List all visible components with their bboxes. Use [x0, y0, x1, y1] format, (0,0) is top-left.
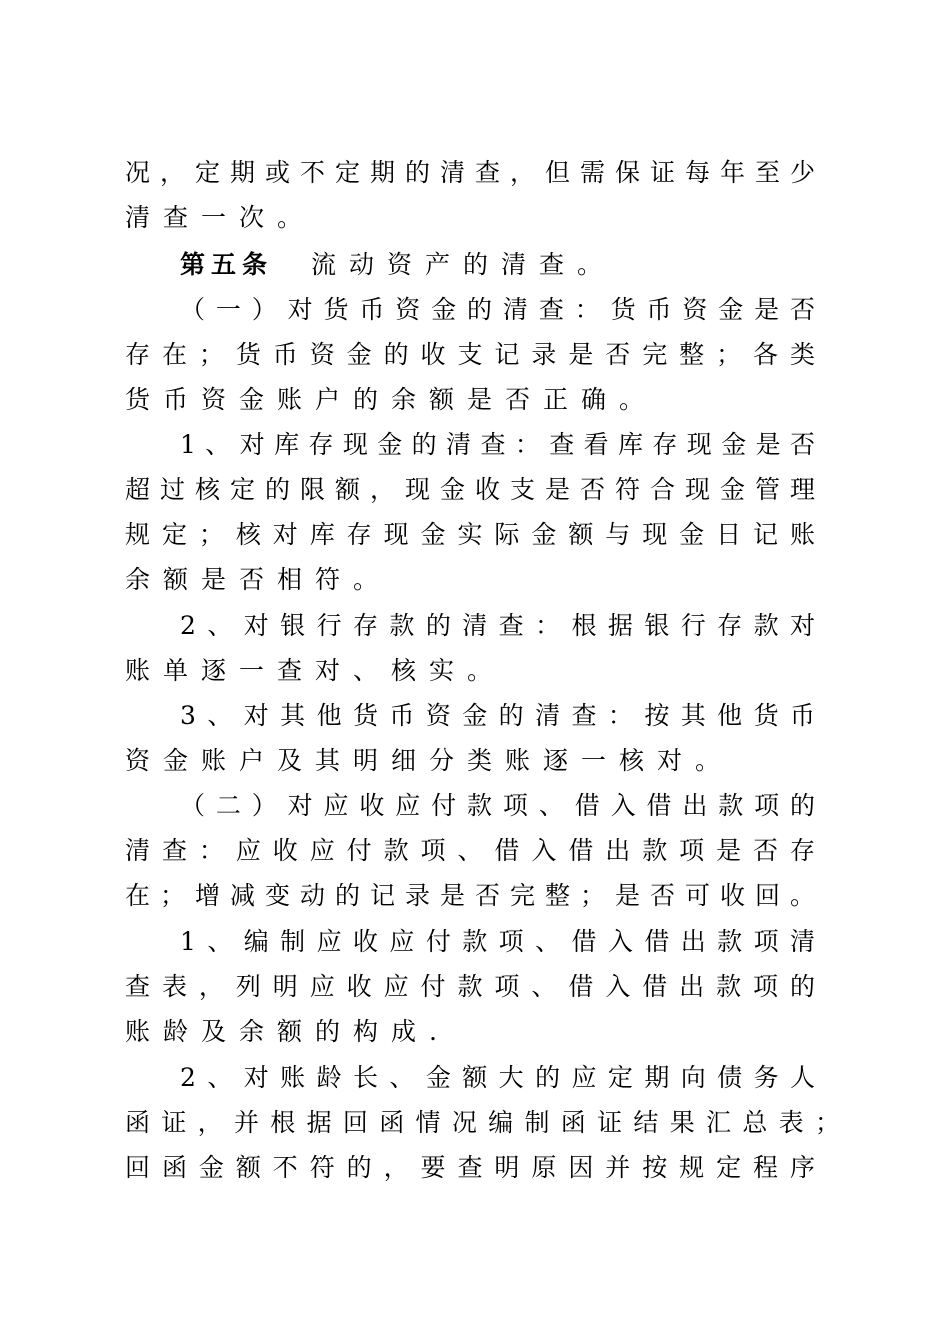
text-line: 清查一次。: [125, 203, 316, 232]
text-line: 1、编制应收应付款项、借入借出款项清: [180, 927, 815, 956]
text-line: 资金账户及其明细分类账逐一核对。: [125, 746, 734, 775]
text-line: （一）对货币资金的清查：货币资金是否: [180, 295, 815, 324]
text-line: 货币资金账户的余额是否正确。: [125, 385, 658, 414]
text-line: 账单逐一查对、核实。: [125, 656, 506, 685]
text-line: 回函金额不符的，要查明原因并按规定程序: [125, 1153, 815, 1182]
text-line: 规定；核对库存现金实际金额与现金日记账: [125, 520, 815, 549]
article-title: 流动资产的清查。: [311, 250, 616, 279]
text-line: 2、对账龄长、金额大的应定期向债务人: [180, 1063, 815, 1092]
text-line: 2、对银行存款的清查：根据银行存款对: [180, 611, 815, 640]
text-line: 3、对其他货币资金的清查：按其他货币: [180, 701, 815, 730]
text-line: 查表，列明应收应付款项、借入借出款项的: [125, 972, 815, 1001]
text-line: 1、对库存现金的清查：查看库存现金是否: [180, 430, 815, 459]
article-label: 第五条: [180, 250, 274, 279]
text-line: 超过核定的限额，现金收支是否符合现金管理: [125, 475, 815, 504]
text-line: 余额是否相符。: [125, 565, 392, 594]
text-line: 函证，并根据回函情况编制函证结果汇总表；: [125, 1108, 840, 1137]
text-line: （二）对应收应付款项、借入借出款项的: [180, 791, 815, 820]
text-line: 清查：应收应付款项、借入借出款项是否存: [125, 836, 815, 865]
section-heading: [180, 245, 815, 285]
text-line: 在；增减变动的记录是否完整；是否可收回。: [125, 881, 815, 910]
text-line: 存在；货币资金的收支记录是否完整；各类: [125, 340, 815, 369]
text-line: 账龄及余额的构成.: [125, 1017, 450, 1046]
text-line: 况，定期或不定期的清查，但需保证每年至少: [125, 158, 815, 187]
